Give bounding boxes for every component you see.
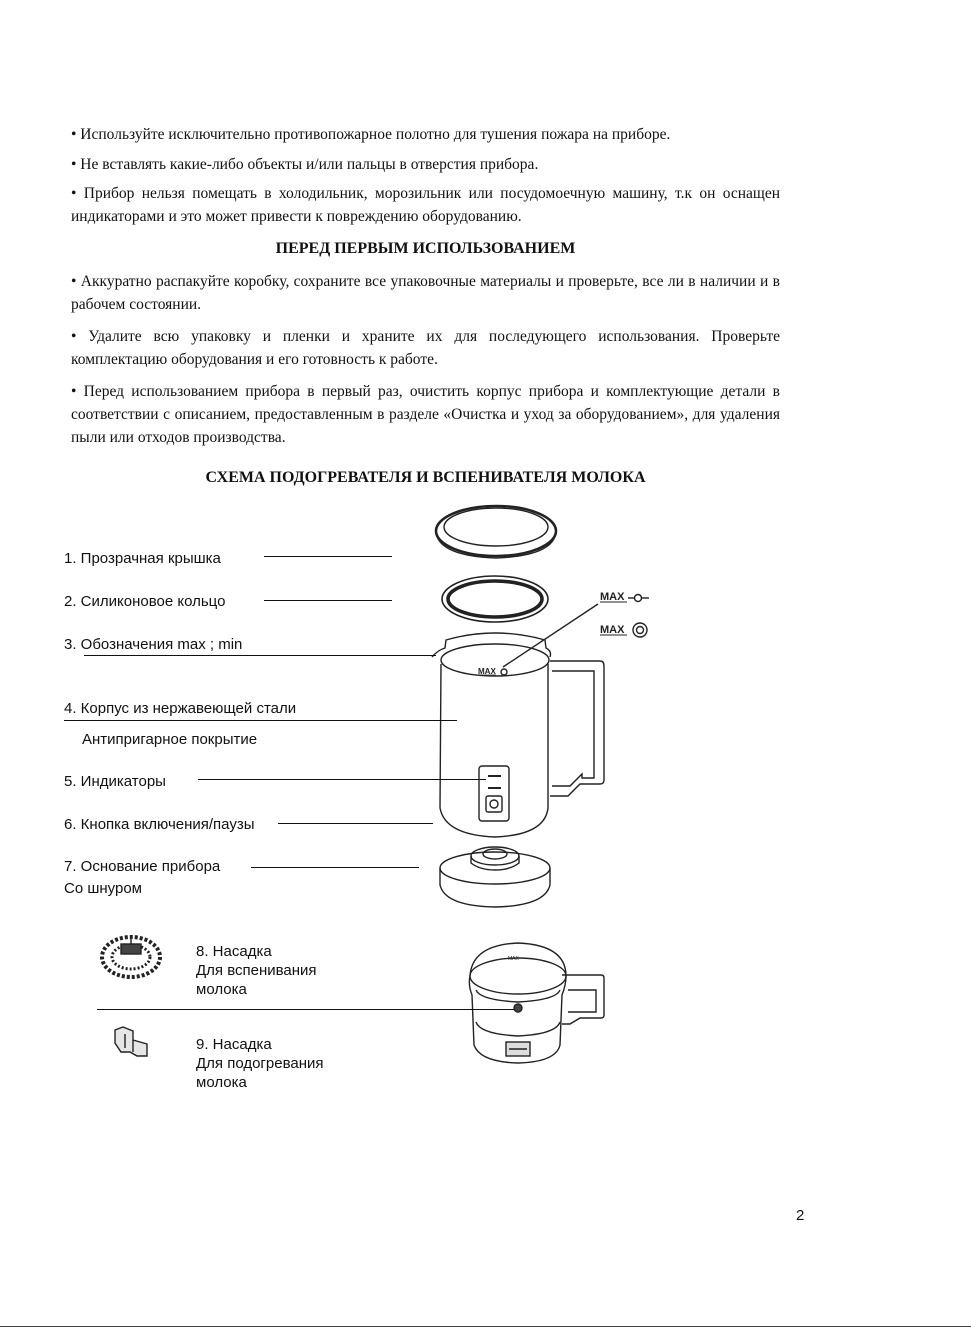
svg-text:MAX: MAX	[600, 624, 625, 636]
label-body: 4. Корпус из нержавеющей стали	[64, 700, 297, 717]
label-whisk-line3: молока	[196, 981, 247, 998]
label-whisk-line2: Для вспенивания	[196, 962, 317, 979]
leader-line-body	[64, 720, 457, 721]
jug-drawing	[432, 633, 604, 837]
leader-line-ring	[264, 600, 392, 601]
instruction-clean: • Перед использованием прибора в первый раз, очистить корпус прибора и комплектующие детали в соответствии с описанием, предоставленным в разделе «Очистка и уход за оборудованием», для удаления пыли или отходов производства.	[71, 383, 780, 446]
label-button: 6. Кнопка включения/паузы	[64, 816, 255, 833]
svg-text:MAX: MAX	[600, 591, 625, 603]
warning-no-fridge: • Прибор нельзя помещать в холодильник, морозильник или посудомоечную машину, т.к он оснащен индикаторами и это может привести к повреждению оборудованию.	[71, 185, 780, 225]
label-base: 7. Основание прибора	[64, 858, 221, 875]
whisk-drawing	[102, 937, 160, 977]
label-heater-line3: молока	[196, 1074, 247, 1091]
base-drawing	[440, 847, 550, 907]
leader-line-base	[251, 867, 419, 868]
label-whisk-title: 8. Насадка	[196, 943, 272, 960]
leader-line-button	[278, 823, 433, 824]
label-base-sub: Со шнуром	[64, 880, 142, 897]
label-heater-title: 9. Насадка	[196, 1036, 272, 1053]
label-heater-line2: Для подогревания	[196, 1055, 324, 1072]
label-ring: 2. Силиконовое кольцо	[64, 593, 226, 610]
page-number: 2	[796, 1207, 805, 1224]
max-symbols	[503, 591, 649, 667]
label-marks: 3. Обозначения max ; min	[64, 636, 243, 653]
before-first-use-title: ПЕРЕД ПЕРВЫМ ИСПОЛЬЗОВАНИЕМ	[275, 240, 576, 257]
label-body-sub: Антипригарное покрытие	[82, 731, 258, 748]
leader-line-indicators	[198, 779, 486, 780]
instruction-remove-packaging: • Удалите всю упаковку и пленки и храните их для последующего использования. Проверьте комплектацию оборудования и его готовность к работе.	[71, 328, 780, 368]
scheme-title: СХЕМА ПОДОГРЕВАТЕЛЯ И ВСПЕНИВАТЕЛЯ МОЛОКА	[205, 469, 646, 486]
heater-nozzle-drawing	[115, 1027, 147, 1056]
leader-line-marks	[84, 655, 436, 656]
label-indicators: 5. Индикаторы	[64, 773, 166, 790]
ring-drawing	[442, 576, 548, 622]
warning-no-objects: • Не вставлять какие-либо объекты и/или пальцы в отверстия прибора.	[71, 156, 539, 173]
svg-text:MAX: MAX	[508, 956, 519, 962]
leader-line-lid	[264, 556, 392, 557]
warning-fire-cloth: • Используйте исключительно противопожарное полотно для тушения пожара на приборе.	[71, 126, 671, 143]
svg-text:MAX: MAX	[478, 667, 496, 676]
bottom-border	[0, 1326, 971, 1327]
leader-line-whisk	[97, 1009, 515, 1010]
lid-drawing	[436, 506, 556, 558]
instruction-unpack: • Аккуратно распакуйте коробку, сохраните все упаковочные материалы и проверьте, все ли в наличии и в рабочем состоянии.	[71, 273, 780, 313]
jug-topview-drawing	[469, 943, 604, 1063]
label-lid: 1. Прозрачная крышка	[64, 550, 221, 567]
